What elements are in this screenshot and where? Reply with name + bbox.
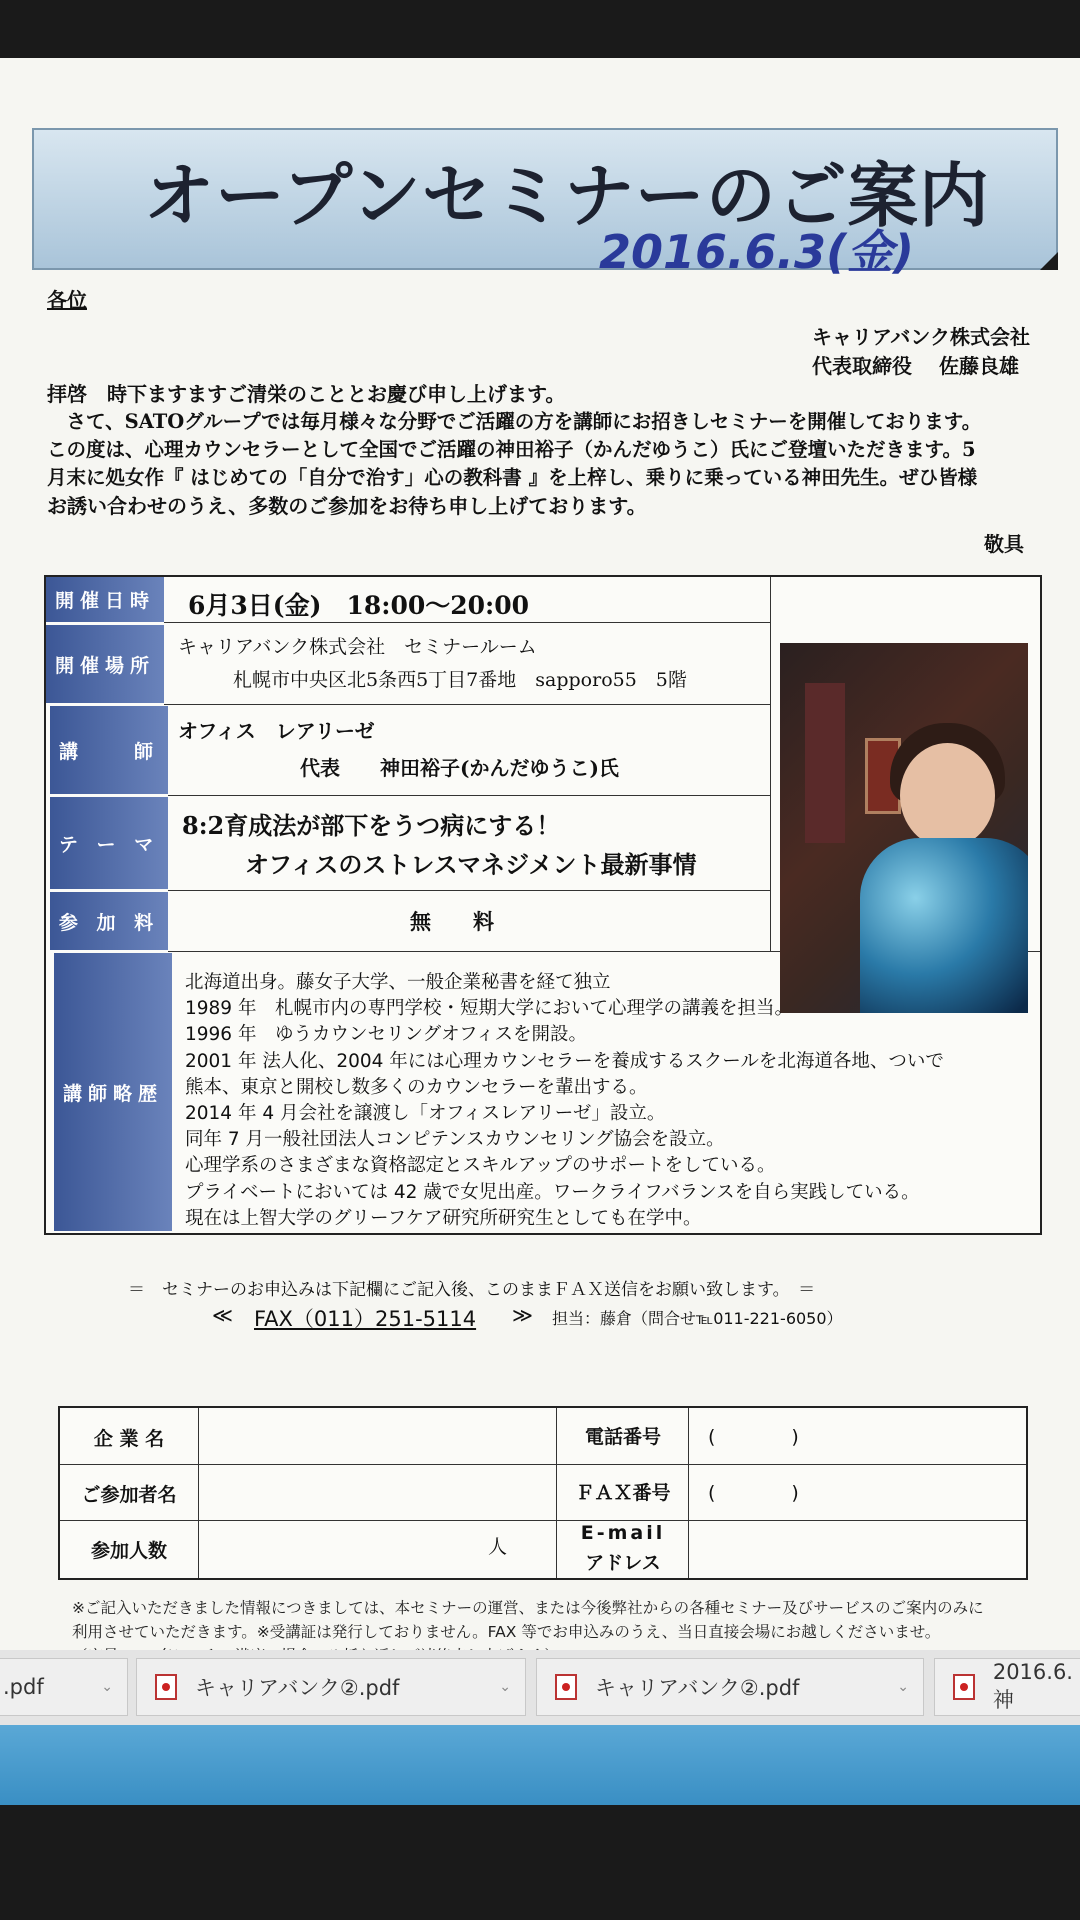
phone-label: 電話番号 — [584, 1426, 661, 1448]
bio-line: 現在は上智大学のグリーフケア研究所研究生としても在学中。 — [185, 1207, 702, 1229]
bio-line: 熊本、東京と開校し数多くのカウンセラーを輩出する。 — [185, 1076, 648, 1098]
chevron-down-icon[interactable]: ⌄ — [101, 1679, 113, 1695]
venue-line2: 札幌市中央区北5条西5丁目7番地 sapporo55 5階 — [233, 669, 687, 691]
document-page — [0, 58, 1080, 1650]
download-tab[interactable] — [0, 1658, 128, 1716]
letter-line: お誘い合わせのうえ、多数のご参加をお待ち申し上げております。 — [47, 494, 647, 518]
chevron-down-icon[interactable]: ⌄ — [897, 1679, 909, 1695]
theme-header: テ ー マ — [50, 797, 168, 889]
count-unit: 人 — [488, 1536, 508, 1558]
speaker-line2: 代表 神田裕子(かんだゆうこ)氏 — [300, 756, 619, 780]
theme-line1: 8:2育成法が部下をうつ病にする！ — [182, 811, 561, 840]
download-tab-label: キャリアバンク②.pdf — [595, 1676, 800, 1700]
download-tab-label: キャリアバンク②.pdf — [195, 1676, 400, 1700]
venue-line1: キャリアバンク株式会社 セミナールーム — [178, 636, 537, 658]
fax-number: FAX（011）251-5114 — [254, 1307, 477, 1331]
sender-company: キャリアバンク株式会社 — [812, 325, 1030, 349]
contact-info: 担当：藤倉（問合せ℡011-221-6050） — [552, 1309, 843, 1328]
letter-line: 拝啓 時下ますますご清栄のこととお慶び申し上げます。 — [47, 382, 566, 406]
bio-line: 2001 年 法人化、2004 年には心理カウンセラーを養成するスクールを北海道各地、ついで — [185, 1050, 944, 1072]
banner-fold — [1040, 252, 1058, 270]
bio-line: 1989 年 札幌市内の専門学校・短期大学において心理学の講義を担当。 — [185, 998, 793, 1020]
letter-line: さて、SATOグループでは毎月様々な分野でご活躍の方を講師にお招きしセミナーを開催しております。 — [47, 410, 982, 433]
pdf-file-icon — [555, 1674, 577, 1700]
fax-close: ≫ — [512, 1303, 533, 1327]
bio-line: 同年 7 月一般社団法人コンピテンスカウンセリング協会を設立。 — [185, 1129, 725, 1151]
letter-closing: 敬具 — [984, 532, 1024, 556]
speaker-photo — [780, 643, 1028, 1013]
bio-line: 2014 年 4 月会社を譲渡し「オフィスレアリーゼ」設立。 — [185, 1103, 666, 1125]
fax-open: ≪ — [212, 1303, 233, 1327]
email-label-2: アドレス — [585, 1552, 661, 1574]
seminar-date: 2016.6.3(金) — [599, 225, 915, 279]
page-title: オープンセミナーのご案内 — [144, 155, 990, 237]
bio-line: 1996 年 ゆうカウンセリングオフィスを開設。 — [185, 1024, 588, 1046]
pdf-file-icon — [155, 1674, 177, 1700]
download-tab[interactable] — [934, 1658, 1080, 1716]
fax-label: ＦＡＸ番号 — [575, 1482, 671, 1504]
row-divider — [168, 890, 770, 891]
speaker-bio — [185, 970, 944, 1232]
application-form — [58, 1406, 1028, 1580]
salutation: 各位 — [47, 288, 87, 312]
windows-taskbar — [0, 1725, 1080, 1805]
download-tab-label: .pdf — [3, 1675, 44, 1699]
fee-header: 参 加 料 — [50, 892, 168, 950]
pdf-file-icon — [953, 1674, 975, 1700]
participant-label: ご参加者名 — [81, 1484, 177, 1506]
bio-line: 北海道出身。藤女子大学、一般企業秘書を経て独立 — [185, 972, 611, 993]
fax-value[interactable]: ( ) — [708, 1482, 799, 1504]
download-tab[interactable] — [136, 1658, 526, 1716]
application-instruction: ＝ セミナーのお申込みは下記欄にご記入後、このままＦＡＸ送信をお願い致します。 ＝ — [128, 1280, 816, 1300]
count-label: 参加人数 — [90, 1540, 167, 1562]
row-divider — [168, 795, 770, 796]
speaker-line1: オフィス レアリーゼ — [178, 719, 375, 743]
letter-line: 月末に処女作『 はじめての「自分で治す」心の教科書 』を上梓し、乗りに乗っている神田先生。ぜひ皆様 — [47, 466, 978, 489]
date-value: 6月3日(金) 18:00～20:00 — [188, 591, 530, 620]
bio-line: プライベートにおいては 42 歳で女児出産。ワークライフバランスを自ら実践している。 — [185, 1181, 920, 1203]
chevron-down-icon[interactable]: ⌄ — [499, 1679, 511, 1695]
download-tab[interactable] — [536, 1658, 924, 1716]
email-label: E-mail — [580, 1522, 666, 1544]
bio-line: 心理学系のさまざまな資格認定とスキルアップのサポートをしている。 — [185, 1155, 776, 1177]
company-label: 企 業 名 — [93, 1428, 165, 1450]
email-input[interactable] — [690, 1522, 1024, 1576]
date-header: 開催日時 — [46, 577, 164, 622]
speaker-header: 講 師 — [50, 706, 168, 794]
company-input[interactable] — [200, 1410, 554, 1462]
row-divider — [164, 704, 770, 705]
sender-representative: 代表取締役 佐藤良雄 — [812, 354, 1019, 378]
phone-value[interactable]: ( ) — [708, 1426, 799, 1448]
row-divider — [164, 622, 770, 623]
note-line: ※ご記入いただきました情報につきましては、本セミナーの運営、または今後弊社からの各種セミナー及びサービスのご案内のみに — [72, 1599, 984, 1617]
note-line: 利用させていただきます。※受講証は発行しておりません。FAX 等でお申込みのうえ、当日直接会場にお越しくださいませ。 — [72, 1623, 941, 1641]
fee-value: 無 料 — [410, 909, 494, 934]
participant-input[interactable] — [200, 1466, 554, 1518]
download-bar — [0, 1650, 1080, 1725]
theme-line2: オフィスのストレスマネジメント最新事情 — [245, 850, 697, 879]
venue-header: 開催場所 — [46, 625, 164, 703]
download-tab-label: 2016.6.神 — [992, 1660, 1073, 1712]
title-banner — [32, 128, 1058, 279]
letter-line: この度は、心理カウンセラーとして全国でご活躍の神田裕子（かんだゆうこ）氏にご登壇いただきます。5 — [47, 438, 976, 461]
photo-divider — [770, 577, 771, 951]
bio-header: 講師略歴 — [54, 953, 172, 1231]
